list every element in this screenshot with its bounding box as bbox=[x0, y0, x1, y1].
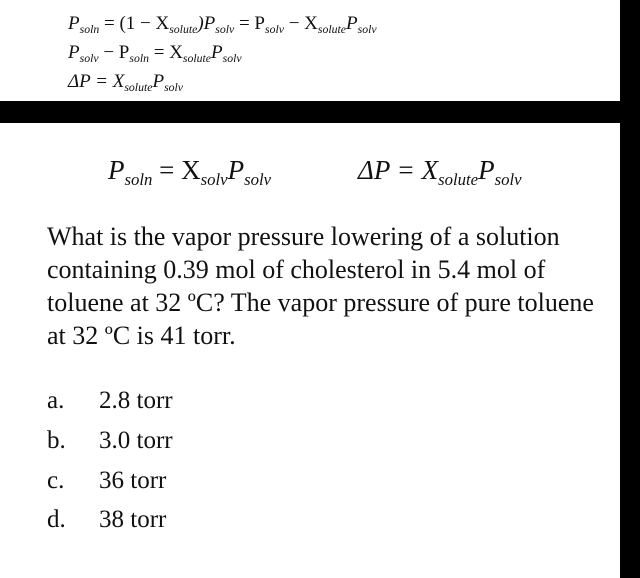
eq-sub: soln bbox=[124, 169, 153, 189]
eq-text: P bbox=[211, 42, 223, 63]
question-panel bbox=[0, 123, 620, 578]
option-text: 38 torr bbox=[99, 506, 167, 533]
eq-sub: solv bbox=[494, 169, 522, 189]
eq-sub: solv bbox=[200, 169, 228, 189]
eq-text: P bbox=[108, 155, 125, 185]
eq-sub: solv bbox=[164, 81, 184, 95]
eq-sub: soln bbox=[129, 52, 149, 66]
option-b[interactable] bbox=[47, 427, 347, 457]
eq-sub: solute bbox=[169, 23, 198, 37]
formula-vapor-pressure-lowering bbox=[358, 155, 522, 189]
eq-sub: solv bbox=[357, 23, 377, 37]
eq-sub: solute bbox=[124, 81, 153, 95]
eq-sub: solute bbox=[317, 23, 347, 37]
option-letter: b. bbox=[47, 427, 66, 454]
question-text: What is the vapor pressure lowering of a solution containing 0.39 mol of cholesterol in 5.4 mol of toluene at 32 ºC? The vapor pressure of pure toluene at 32 ºC is 41 torr. bbox=[47, 222, 594, 350]
eq-text: = P bbox=[238, 13, 266, 34]
eq-sub: solv bbox=[244, 169, 272, 189]
eq-text: P bbox=[478, 155, 495, 185]
eq-text: P bbox=[68, 42, 80, 63]
option-text: 2.8 torr bbox=[99, 387, 173, 414]
option-c[interactable] bbox=[47, 467, 347, 497]
eq-sub: solv bbox=[222, 52, 242, 66]
equation-psoln-expanded bbox=[68, 13, 377, 37]
eq-text: P bbox=[68, 13, 80, 34]
eq-text: ΔP = X bbox=[358, 155, 439, 185]
equation-pressure-difference bbox=[68, 42, 242, 66]
option-text: 3.0 torr bbox=[99, 427, 173, 454]
eq-text: − P bbox=[103, 42, 130, 63]
option-letter: c. bbox=[47, 467, 65, 494]
eq-text: = X bbox=[153, 42, 183, 63]
eq-text: = (1 − X bbox=[103, 13, 170, 34]
eq-text: = X bbox=[159, 155, 201, 185]
option-letter: d. bbox=[47, 506, 66, 533]
eq-text: P bbox=[346, 13, 358, 34]
option-d[interactable] bbox=[47, 506, 347, 536]
option-letter: a. bbox=[47, 387, 65, 414]
eq-text: ΔP = X bbox=[68, 71, 125, 92]
option-a[interactable] bbox=[47, 387, 347, 417]
eq-text: P bbox=[152, 71, 165, 92]
eq-sub: solv bbox=[215, 23, 235, 37]
eq-sub: solute bbox=[182, 52, 212, 66]
option-text: 36 torr bbox=[99, 467, 167, 494]
eq-text: )P bbox=[197, 13, 216, 34]
eq-text: − X bbox=[288, 13, 318, 34]
eq-sub: solv bbox=[79, 52, 99, 66]
eq-sub: solv bbox=[265, 23, 284, 37]
eq-text: P bbox=[227, 155, 245, 185]
formula-raoult-law bbox=[108, 155, 272, 189]
eq-sub: solute bbox=[438, 169, 479, 189]
top-equations-panel bbox=[0, 0, 620, 101]
eq-sub: soln bbox=[79, 23, 100, 37]
equation-delta-p-small bbox=[68, 71, 184, 95]
